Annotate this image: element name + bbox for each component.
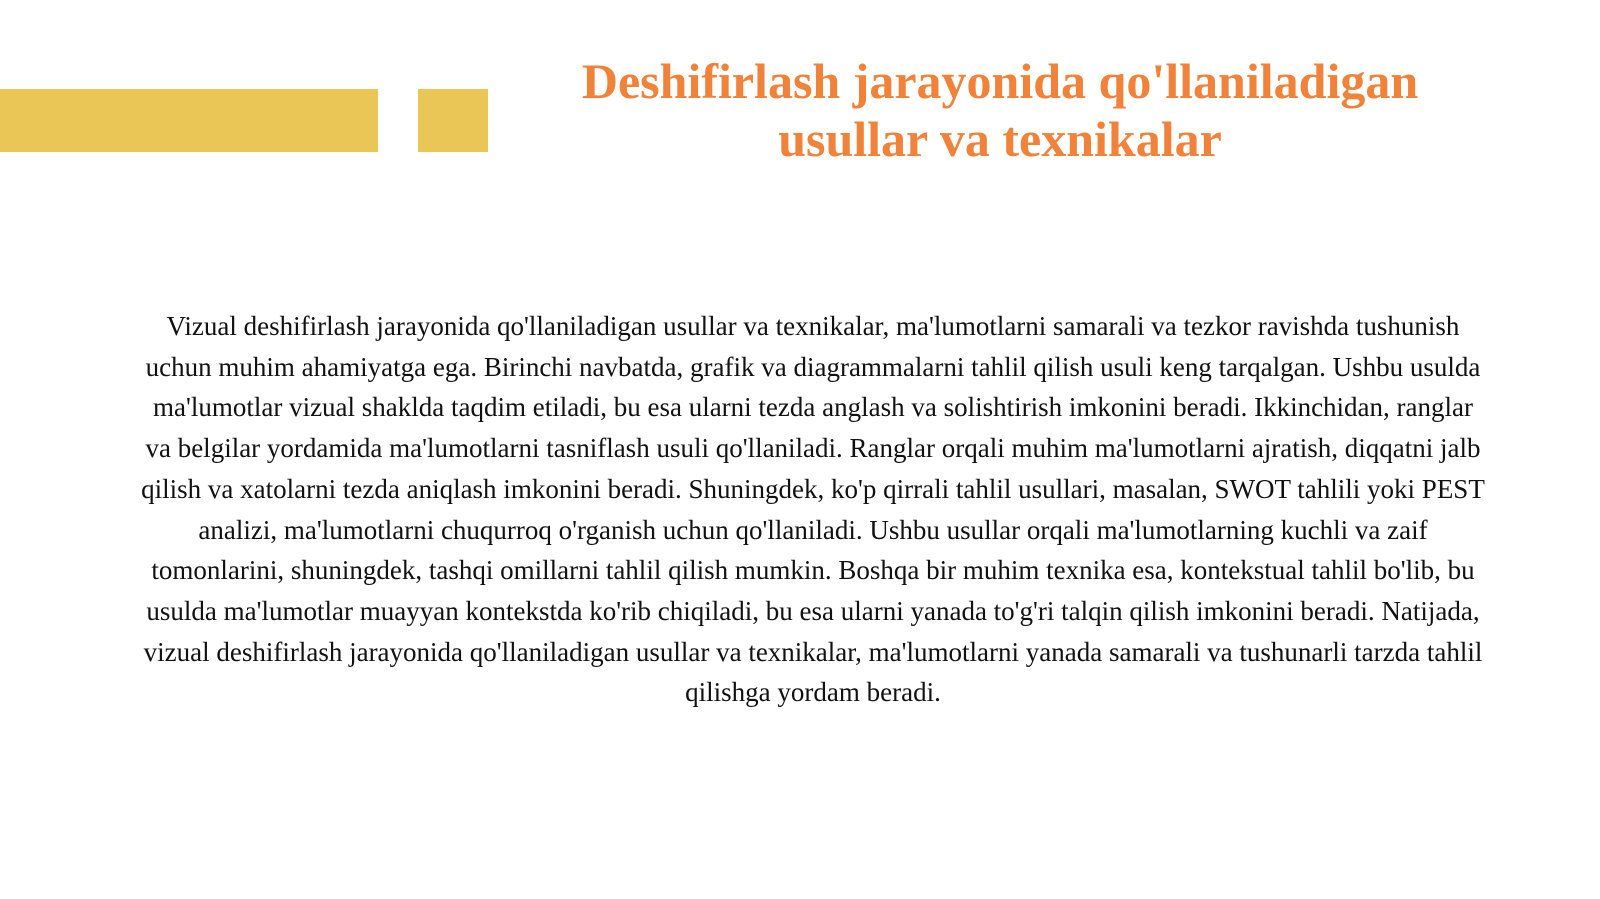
slide-body-text: Vizual deshifirlash jarayonida qo'llaniladigan usullar va texnikalar, ma'lumotlarni samarali va tezkor ravishda tushunish uchun muhim ahamiyatga ega. Birinchi navbatda, grafik va diagrammalarni tahlil qilish usuli keng tarqalgan. Ushbu usulda ma'lumotlar vizual shaklda taqdim etiladi, bu esa ularni tezda anglash va solishtirish imkonini beradi. Ikkinchidan, ranglar va belgilar yordamida ma'lumotlarni tasniflash usuli qo'llaniladi. Ranglar orqali muhim ma'lumotlarni ajratish, diqqatni jalb qilish va xatolarni tezda aniqlash imkonini beradi. Shuningdek, ko'p qirrali tahlil usullari, masalan, SWOT tahlili yoki PEST analizi, ma'lumotlarni chuqurroq o'rganish uchun qo'llaniladi. Ushbu usullar orqali ma'lumotlarning kuchli va zaif tomonlarini, shuningdek, tashqi omillarni tahlil qilish mumkin. Boshqa bir muhim texnika esa, kontekstual tahlil bo'lib, bu usulda ma'lumotlar muayyan kontekstda ko'rib chiqiladi, bu esa ularni yanada to'g'ri talqin qilish imkonini beradi. Natijada, vizual deshifirlash jarayonida qo'llaniladigan usullar va texnikalar, ma'lumotlarni yanada samarali va tushunarli tarzda tahlil qilishga yordam beradi. [141,311,1485,708]
decorative-bar-short [418,89,488,152]
decorative-bar-long [0,89,378,152]
slide-title: Deshifirlash jarayonida qo'llaniladigan usullar va texnikalar [581,53,1419,167]
